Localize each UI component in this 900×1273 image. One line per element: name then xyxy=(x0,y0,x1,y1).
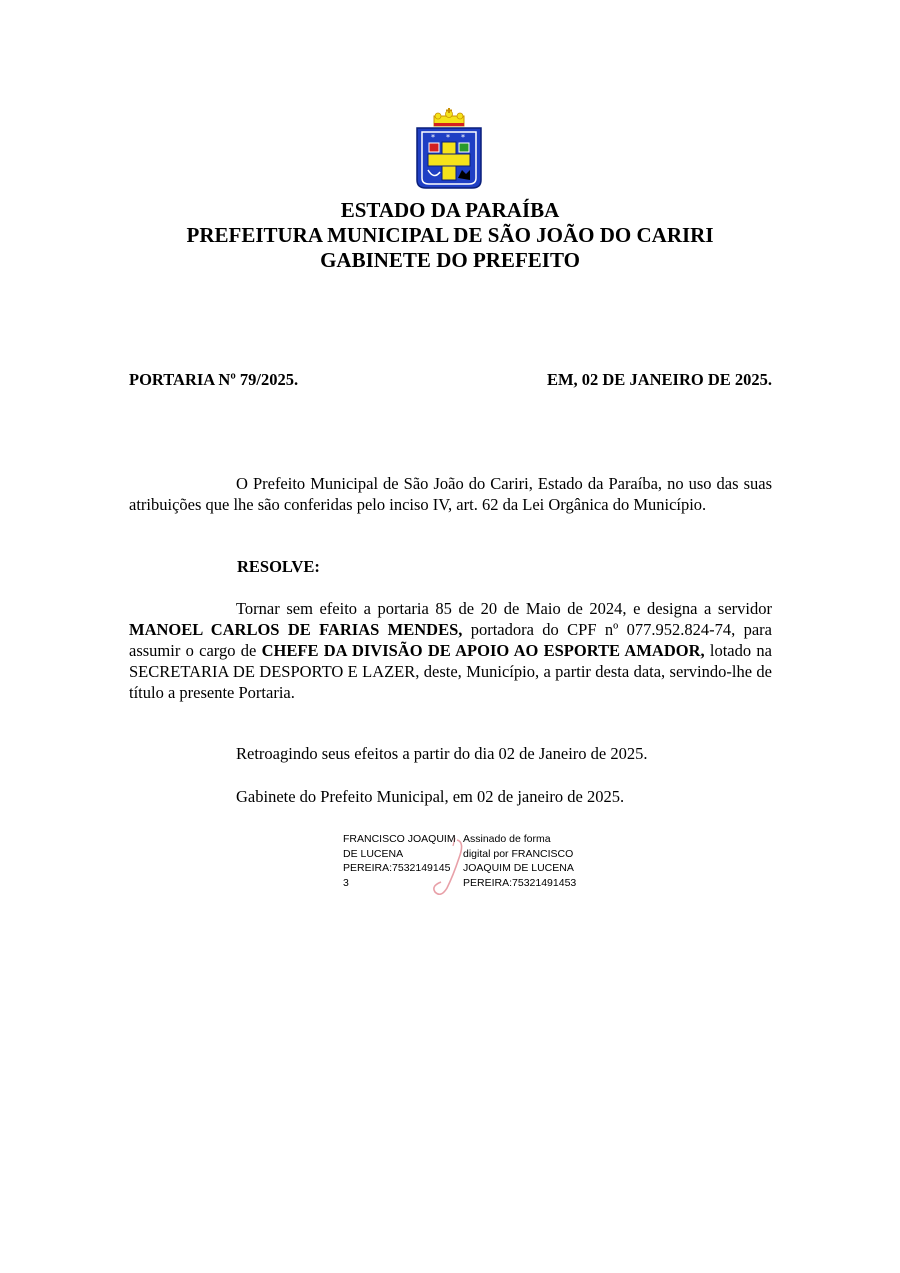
header-state: ESTADO DA PARAÍBA xyxy=(340,198,560,222)
portaria-date: EM, 02 DE JANEIRO DE 2025. xyxy=(546,370,772,389)
resolve-heading: RESOLVE: xyxy=(237,557,320,576)
document-header xyxy=(0,198,900,273)
svg-text:*: * xyxy=(461,133,465,142)
signature-note: Assinado de forma digital por FRANCISCO JOAQUIM DE LUCENA PEREIRA:75321491453 xyxy=(463,833,577,889)
resolution-paragraph xyxy=(129,598,772,703)
svg-text:*: * xyxy=(446,133,450,142)
header-municipality: PREFEITURA MUNICIPAL DE SÃO JOÃO DO CARIRI xyxy=(186,223,714,247)
svg-text:*: * xyxy=(431,133,435,142)
appointed-role: CHEFE DA DIVISÃO DE APOIO AO ESPORTE AMADOR, xyxy=(261,641,705,660)
resolution-text-c: lotado na SECRETARIA DE DESPORTO E LAZER, deste, Município, a partir desta data, servindo-lhe de título a presente Portaria. xyxy=(129,641,772,702)
signer-name: FRANCISCO JOAQUIM DE LUCENA PEREIRA:7532149145 3 xyxy=(343,833,456,889)
appointee-name: MANOEL CARLOS DE FARIAS MENDES, xyxy=(129,620,463,639)
portaria-heading xyxy=(129,370,772,390)
resolution-text-a: Tornar sem efeito a portaria 85 de 20 de Maio de 2024, e designa a servidor xyxy=(236,599,772,618)
portaria-number: PORTARIA Nº 79/2025. xyxy=(129,370,299,389)
intro-paragraph xyxy=(129,473,772,515)
retroactive-clause: Retroagindo seus efeitos a partir do dia 02 de Janeiro de 2025. xyxy=(236,744,648,763)
digital-signature-block xyxy=(343,832,583,894)
closing-line: Gabinete do Prefeito Municipal, em 02 de janeiro de 2025. xyxy=(236,787,625,806)
header-office: GABINETE DO PREFEITO xyxy=(320,248,580,272)
municipal-coat-of-arms-icon xyxy=(414,108,484,194)
intro-text: O Prefeito Municipal de São João do Cariri, Estado da Paraíba, no uso das suas atribuições que lhe são conferidas pelo inciso IV, art. 62 da Lei Orgânica do Município. xyxy=(129,474,772,514)
resolution-text-b: portadora do CPF nº 077.952.824-74, para assumir o cargo de xyxy=(129,620,772,660)
